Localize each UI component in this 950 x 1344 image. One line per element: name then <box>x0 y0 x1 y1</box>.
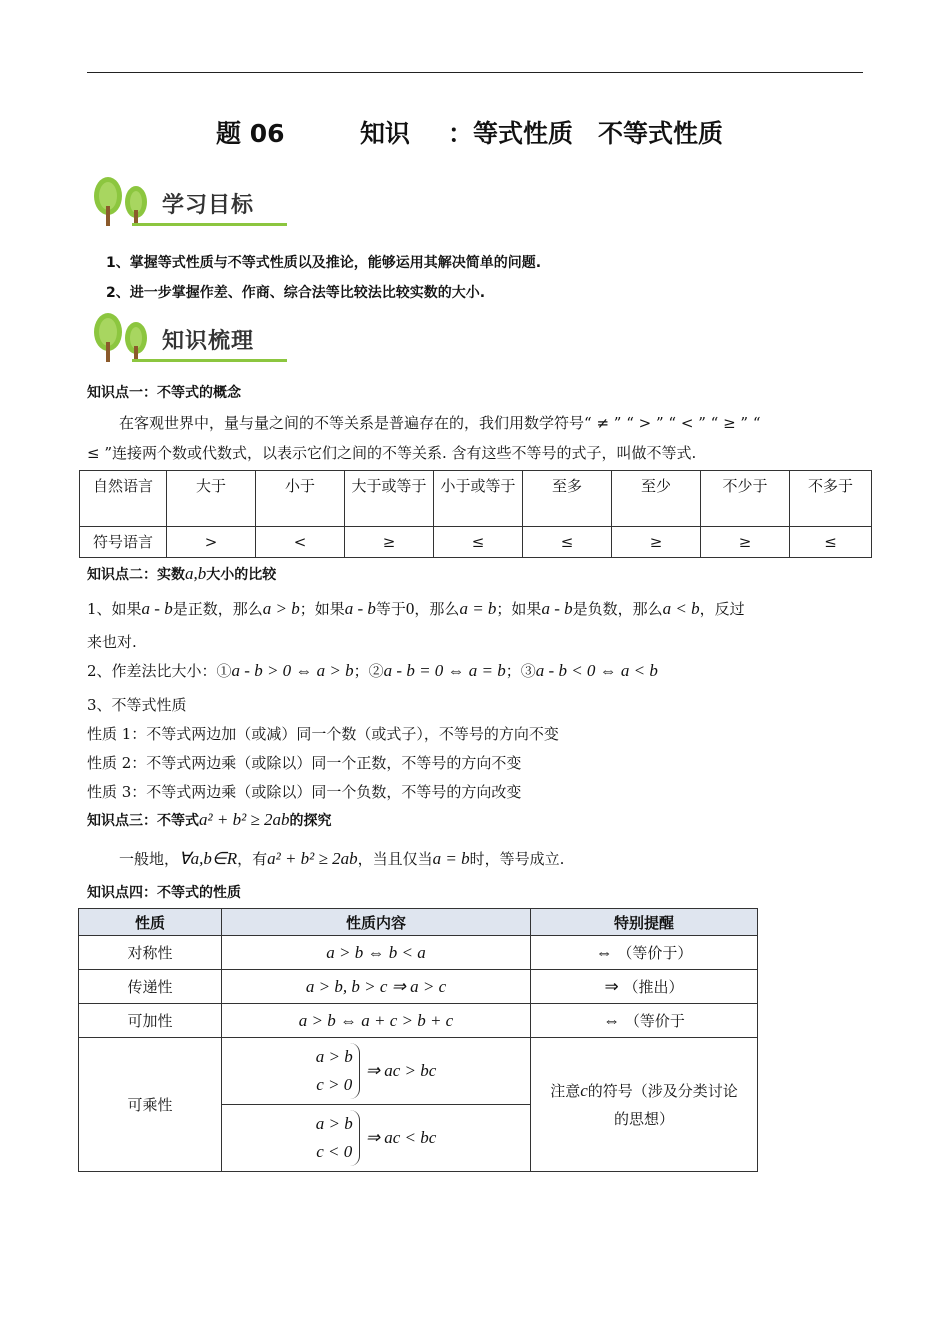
kp2-line1 <box>87 598 745 619</box>
table-cell: ≤ <box>523 527 612 558</box>
math: a = b <box>432 849 470 868</box>
page-title: ：等式性质 不等式性质 <box>448 119 724 148</box>
math: a - b > 0 ⇔ a > b <box>231 661 354 680</box>
table-cell: 至多 <box>523 471 612 527</box>
kp2-line4: 3、不等式性质 <box>87 696 187 714</box>
table-cell: > <box>167 527 256 558</box>
text: 1、如果 <box>87 600 142 618</box>
banner-underline <box>132 223 287 226</box>
table-cell: 小于或等于 <box>434 471 523 527</box>
header-cell: 性质内容 <box>222 909 531 936</box>
case-conditions <box>316 1110 360 1166</box>
table-row <box>79 970 758 1004</box>
banner-title: 学习目标 <box>162 193 255 218</box>
property-name: 可加性 <box>79 1004 222 1038</box>
table-cell: < <box>256 527 345 558</box>
property-content <box>222 1105 531 1172</box>
kp3-heading-post: 的探究 <box>289 813 332 829</box>
math: 0 <box>405 599 415 618</box>
table-cell: 自然语言 <box>80 471 167 527</box>
text: 是负数，那么 <box>572 600 663 618</box>
table-row <box>79 1038 758 1105</box>
table-cell: ≥ <box>701 527 790 558</box>
property-2: 性质 2：不等式两边乘（或除以）同一个正数，不等号的方向不变 <box>87 754 522 772</box>
inequality-properties-table <box>78 908 758 1172</box>
kp1-paragraph: 在客观世界中，量与量之间的不等关系是普遍存在的，我们用数学符号“ ≠ ” “ > ” “ < ” “ ≥ ” “ <box>119 414 761 432</box>
title-knowledge: 知识 <box>360 119 411 148</box>
condition: c > 0 <box>316 1075 353 1094</box>
title-number: 题 06 <box>216 119 285 148</box>
text: ；② <box>353 662 384 680</box>
table-cell: 大于或等于 <box>345 471 434 527</box>
kp2-heading-pre: 知识点二：实数 <box>87 567 185 583</box>
property-3: 性质 3：不等式两边乘（或除以）同一个负数，不等号的方向改变 <box>87 783 522 801</box>
math: a - b <box>541 599 573 618</box>
math: a - b < 0 ⇔ a < b <box>535 661 658 680</box>
kp3-statement <box>119 848 564 869</box>
table-cell: 小于 <box>256 471 345 527</box>
property-name: 可乘性 <box>79 1038 222 1172</box>
note-symbol: ⇔ <box>595 943 613 962</box>
condition: a > b <box>315 1114 353 1133</box>
header-cell: 性质 <box>79 909 222 936</box>
goal-item: 1、掌握等式性质与不等式性质以及推论，能够运用其解决简单的问题. <box>106 255 542 271</box>
note-text: （推出） <box>623 978 684 996</box>
table-cell: 不少于 <box>701 471 790 527</box>
table-row <box>79 1004 758 1038</box>
kp2-heading <box>87 564 276 584</box>
property-name: 对称性 <box>79 936 222 970</box>
tree-icon <box>92 176 152 228</box>
note-text: （等价于） <box>617 944 693 962</box>
table-cell: 符号语言 <box>80 527 167 558</box>
table-cell: 至少 <box>612 471 701 527</box>
math: a = b <box>459 599 497 618</box>
table-cell: 不多于 <box>790 471 872 527</box>
case-result: ⇒ ac < bc <box>365 1128 437 1147</box>
note-symbol: ⇔ <box>603 1011 621 1030</box>
math: a - b <box>141 599 173 618</box>
inequality-symbol-table <box>79 470 872 558</box>
math: a > b <box>262 599 300 618</box>
math: a - b = 0 ⇔ a = b <box>383 661 506 680</box>
property-1: 性质 1：不等式两边加（或减）同一个数（或式子），不等号的方向不变 <box>87 725 559 743</box>
math: ∀a,b∈R <box>179 849 238 868</box>
kp1-paragraph-cont: ≤ ”连接两个数或代数式，以表示它们之间的不等关系. 含有这些不等号的式子，叫做不等式. <box>87 444 697 462</box>
text: ，当且仅当 <box>357 850 433 868</box>
learning-goals-banner <box>92 176 287 228</box>
header-cell: 特别提醒 <box>531 909 758 936</box>
property-content: a > b ⇔ b < a <box>222 936 531 970</box>
kp1-heading: 知识点一：不等式的概念 <box>87 385 241 401</box>
property-note <box>531 1004 758 1038</box>
text: ，有 <box>237 850 268 868</box>
note-text: （等价于 <box>624 1012 685 1030</box>
note-var: c <box>580 1080 588 1100</box>
math: a - b <box>344 599 376 618</box>
goal-item: 2、进一步掌握作差、作商、综合法等比较法比较实数的大小. <box>106 285 486 301</box>
banner-underline <box>132 359 287 362</box>
note-text: 的符号（涉及分类讨论的思想） <box>587 1081 738 1128</box>
case-brace <box>316 1043 437 1099</box>
note-text: 注意 <box>550 1081 581 1100</box>
case-result: ⇒ ac > bc <box>365 1061 437 1080</box>
text: 是正数，那么 <box>172 600 263 618</box>
case-brace <box>316 1110 437 1166</box>
kp3-heading-math: a² + b² ≥ 2ab <box>199 810 290 829</box>
text: 一般地， <box>119 850 180 868</box>
condition: c < 0 <box>316 1142 353 1161</box>
table-cell: ≥ <box>345 527 434 558</box>
text: 等于 <box>375 600 406 618</box>
text: 时，等号成立. <box>469 850 565 868</box>
kp2-line2: 来也对. <box>87 633 137 651</box>
text: ；如果 <box>496 600 542 618</box>
property-content <box>222 1038 531 1105</box>
property-note <box>531 1038 758 1172</box>
property-note <box>531 970 758 1004</box>
text: ，那么 <box>414 600 460 618</box>
kp2-heading-math: a,b <box>185 564 207 583</box>
math: a < b <box>662 599 700 618</box>
table-cell: ≥ <box>612 527 701 558</box>
case-conditions <box>316 1043 360 1099</box>
text: 2、作差法比大小：① <box>87 662 232 680</box>
table-cell: 大于 <box>167 471 256 527</box>
table-cell: ≤ <box>790 527 872 558</box>
table-cell: ≤ <box>434 527 523 558</box>
property-note <box>531 936 758 970</box>
kp2-heading-post: 大小的比较 <box>206 567 277 583</box>
note-symbol: ⇒ <box>604 977 619 996</box>
table-row <box>79 936 758 970</box>
text: ；③ <box>505 662 536 680</box>
text: ；如果 <box>299 600 345 618</box>
math: a² + b² ≥ 2ab <box>267 849 358 868</box>
kp3-heading-pre: 知识点三：不等式 <box>87 813 199 829</box>
condition: a > b <box>315 1047 353 1066</box>
kp4-heading: 知识点四：不等式的性质 <box>87 885 241 901</box>
kp3-heading <box>87 810 332 830</box>
property-name: 传递性 <box>79 970 222 1004</box>
property-content: a > b ⇔ a + c > b + c <box>222 1004 531 1038</box>
banner-title: 知识梳理 <box>162 329 255 354</box>
top-rule <box>87 72 863 73</box>
tree-icon <box>92 312 152 364</box>
property-content: a > b, b > c ⇒ a > c <box>222 970 531 1004</box>
text: ，反过 <box>699 600 745 618</box>
kp2-line3 <box>87 660 658 681</box>
knowledge-review-banner <box>92 312 287 364</box>
